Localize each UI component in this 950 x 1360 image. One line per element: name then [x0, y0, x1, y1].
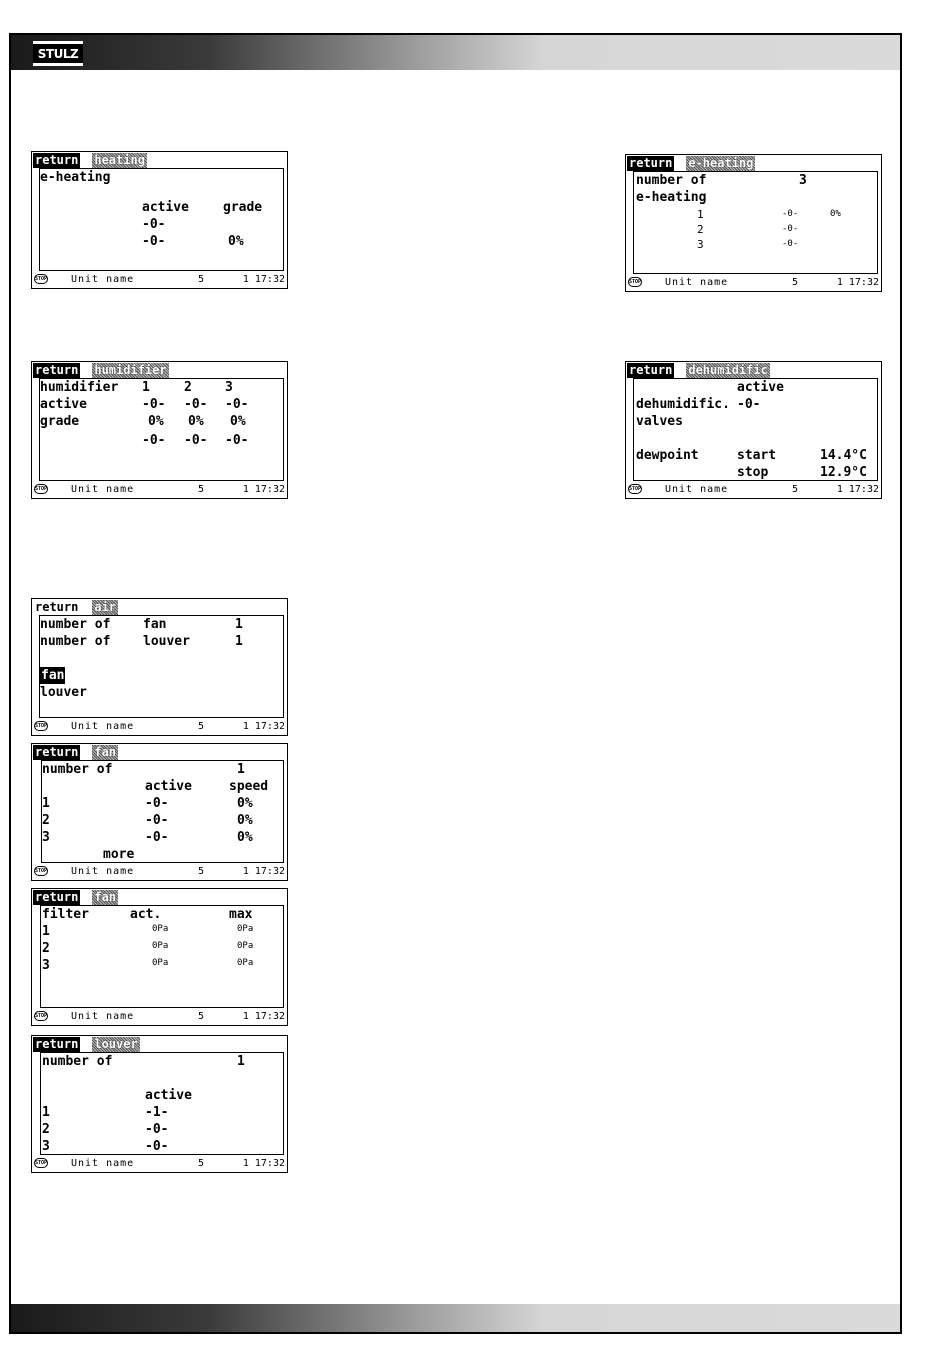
fan-tab[interactable]: fan: [94, 890, 117, 904]
row-number: 3: [42, 1139, 50, 1154]
max-value: 0Pa: [237, 958, 254, 968]
start-value: 14.4°C: [820, 448, 867, 463]
dehumidific-value: -0-: [737, 397, 761, 412]
col-filter-header: filter: [42, 907, 89, 922]
status-footer: [627, 275, 879, 290]
grade-value: 0%: [830, 209, 841, 219]
air-tab[interactable]: air: [94, 600, 117, 614]
return-tab[interactable]: return: [35, 363, 79, 377]
grade-value: 0%: [228, 234, 244, 249]
active-value: -0-: [145, 813, 169, 828]
unit-name: Unit name: [71, 274, 135, 285]
dehumidific-tab[interactable]: dehumidific: [688, 363, 768, 377]
col-1-header: 1: [142, 380, 150, 395]
status-value: -0-: [184, 433, 208, 448]
unit-name: Unit name: [71, 484, 135, 495]
unit-number: 5: [198, 866, 205, 877]
dehumidific-label: dehumidific.: [636, 397, 730, 412]
act-value: 0Pa: [152, 958, 169, 968]
number-of-label: number of: [42, 1054, 113, 1069]
screen-body: [39, 615, 284, 718]
clock-time: 1 17:32: [242, 1011, 285, 1022]
row-number: 1: [42, 924, 50, 939]
title-label: e-heating: [40, 170, 111, 185]
stop-label: stop: [737, 465, 769, 480]
clock-time: 1 17:32: [836, 484, 879, 495]
active-value: -0-: [145, 830, 169, 845]
row-number: 3: [42, 958, 50, 973]
active-value: -0-: [142, 234, 166, 249]
grade-label: grade: [40, 414, 80, 429]
speed-value: 0%: [237, 830, 253, 845]
row-number: 2: [42, 813, 50, 828]
speed-value: 0%: [237, 796, 253, 811]
screen-fan: [31, 743, 288, 881]
unit-number: 5: [198, 274, 205, 285]
screen-e-heating: [625, 154, 882, 292]
grade-value: 0%: [148, 414, 164, 429]
col-act-header: act.: [130, 907, 162, 922]
screen-filter: [31, 888, 288, 1026]
clock-time: 1 17:32: [242, 484, 285, 495]
col-2-header: 2: [184, 380, 192, 395]
active-value: -0-: [145, 796, 169, 811]
row-number: 1: [697, 208, 704, 221]
unit-number: 5: [792, 484, 799, 495]
start-label: start: [737, 448, 777, 463]
screen-heating: [31, 151, 288, 289]
status-footer: [33, 272, 285, 287]
unit-number: 5: [198, 1158, 205, 1169]
count-value: 1: [237, 762, 245, 777]
number-of-label: number of: [636, 173, 707, 188]
active-value: -0-: [142, 217, 166, 232]
row-number: 2: [42, 941, 50, 956]
clock-time: 1 17:32: [242, 274, 285, 285]
more-link[interactable]: more: [103, 847, 135, 862]
active-value: -0-: [782, 239, 799, 249]
screen-humidifier: [31, 361, 288, 499]
stulz-logo: STULZ: [33, 41, 83, 66]
status-footer: [33, 1156, 285, 1171]
col-active-header: active: [737, 380, 784, 395]
return-tab[interactable]: return: [629, 363, 673, 377]
row-number: 2: [697, 223, 704, 236]
screen-body: [633, 378, 878, 481]
act-value: 0Pa: [152, 924, 169, 934]
col-active-header: active: [142, 200, 189, 215]
col-active-header: active: [145, 1088, 192, 1103]
status-footer: [33, 482, 285, 497]
unit-number: 5: [198, 484, 205, 495]
screen-dehumidific: [625, 361, 882, 499]
speed-value: 0%: [237, 813, 253, 828]
max-value: 0Pa: [237, 924, 254, 934]
max-value: 0Pa: [237, 941, 254, 951]
screen-louver: [31, 1035, 288, 1173]
grade-value: 0%: [230, 414, 246, 429]
active-value: -1-: [145, 1105, 169, 1120]
unit-name: Unit name: [665, 484, 729, 495]
fan-count: 1: [235, 617, 243, 632]
col-3-header: 3: [225, 380, 233, 395]
dewpoint-label: dewpoint: [636, 448, 699, 463]
stop-value: 12.9°C: [820, 465, 867, 480]
stop-icon[interactable]: STOP: [629, 279, 642, 285]
header-band: [11, 35, 900, 70]
return-tab[interactable]: return: [35, 745, 79, 759]
stop-icon[interactable]: STOP: [629, 486, 642, 492]
active-value: -0-: [142, 397, 166, 412]
row-number: 3: [697, 238, 704, 251]
unit-number: 5: [198, 721, 205, 732]
row-number: 2: [42, 1122, 50, 1137]
row-number: 1: [42, 1105, 50, 1120]
screen-body: [39, 378, 284, 481]
fan-menu-item[interactable]: fan: [41, 668, 65, 683]
louver-tab[interactable]: louver: [94, 1037, 138, 1051]
active-value: -0-: [145, 1122, 169, 1137]
active-value: -0-: [184, 397, 208, 412]
louver-menu-item[interactable]: louver: [40, 685, 87, 700]
count-value: 3: [799, 173, 807, 188]
clock-time: 1 17:32: [836, 277, 879, 288]
act-value: 0Pa: [152, 941, 169, 951]
active-value: -0-: [782, 224, 799, 234]
grade-value: 0%: [188, 414, 204, 429]
fan-tab[interactable]: fan: [94, 745, 117, 759]
louver-count: 1: [235, 634, 243, 649]
stop-icon[interactable]: STOP: [35, 868, 48, 874]
status-value: -0-: [225, 433, 249, 448]
unit-name: Unit name: [71, 1011, 135, 1022]
status-footer: [33, 1009, 285, 1024]
fan-item: fan: [143, 617, 167, 632]
count-value: 1: [237, 1054, 245, 1069]
status-footer: [627, 482, 879, 497]
clock-time: 1 17:32: [242, 866, 285, 877]
humidifier-label: humidifier: [40, 380, 119, 395]
screen-body: [41, 760, 284, 863]
stop-icon[interactable]: STOP: [35, 276, 48, 282]
e-heating-tab[interactable]: e-heating: [688, 156, 754, 170]
clock-time: 1 17:32: [242, 1158, 285, 1169]
stop-icon[interactable]: STOP: [35, 486, 48, 492]
unit-name: Unit name: [665, 277, 729, 288]
col-speed-header: speed: [229, 779, 269, 794]
col-grade-header: grade: [223, 200, 263, 215]
active-label: active: [40, 397, 87, 412]
active-value: -0-: [782, 209, 799, 219]
return-tab[interactable]: return: [35, 890, 79, 904]
row-number: 3: [42, 830, 50, 845]
return-tab[interactable]: return: [35, 600, 79, 614]
unit-name: Unit name: [71, 721, 135, 732]
return-tab[interactable]: return: [35, 153, 79, 167]
stop-icon[interactable]: STOP: [35, 1160, 48, 1166]
return-tab[interactable]: return: [629, 156, 673, 170]
col-active-header: active: [145, 779, 192, 794]
col-max-header: max: [229, 907, 253, 922]
number-of-label: number of: [42, 762, 113, 777]
valves-label: valves: [636, 414, 683, 429]
unit-name: Unit name: [71, 866, 135, 877]
heating-tab[interactable]: heating: [94, 153, 145, 167]
screen-air: [31, 598, 288, 736]
unit-name: Unit name: [71, 1158, 135, 1169]
louver-item: louver: [143, 634, 190, 649]
humidifier-tab[interactable]: humidifier: [94, 363, 167, 377]
screen-body: [633, 171, 878, 274]
active-value: -0-: [225, 397, 249, 412]
return-tab[interactable]: return: [35, 1037, 79, 1051]
active-value: -0-: [145, 1139, 169, 1154]
clock-time: 1 17:32: [242, 721, 285, 732]
number-of-label: number of: [40, 617, 111, 632]
stop-icon[interactable]: STOP: [35, 1013, 48, 1019]
row-number: 1: [42, 796, 50, 811]
unit-number: 5: [198, 1011, 205, 1022]
screen-body: [40, 1052, 284, 1155]
screen-body: [40, 905, 284, 1008]
status-footer: [33, 864, 285, 879]
stop-icon[interactable]: STOP: [35, 723, 48, 729]
unit-number: 5: [792, 277, 799, 288]
status-footer: [33, 719, 285, 734]
footer-band: [11, 1304, 900, 1332]
e-heating-label: e-heating: [636, 190, 707, 205]
status-value: -0-: [142, 433, 166, 448]
number-of-label: number of: [40, 634, 111, 649]
screen-body: [39, 168, 284, 271]
